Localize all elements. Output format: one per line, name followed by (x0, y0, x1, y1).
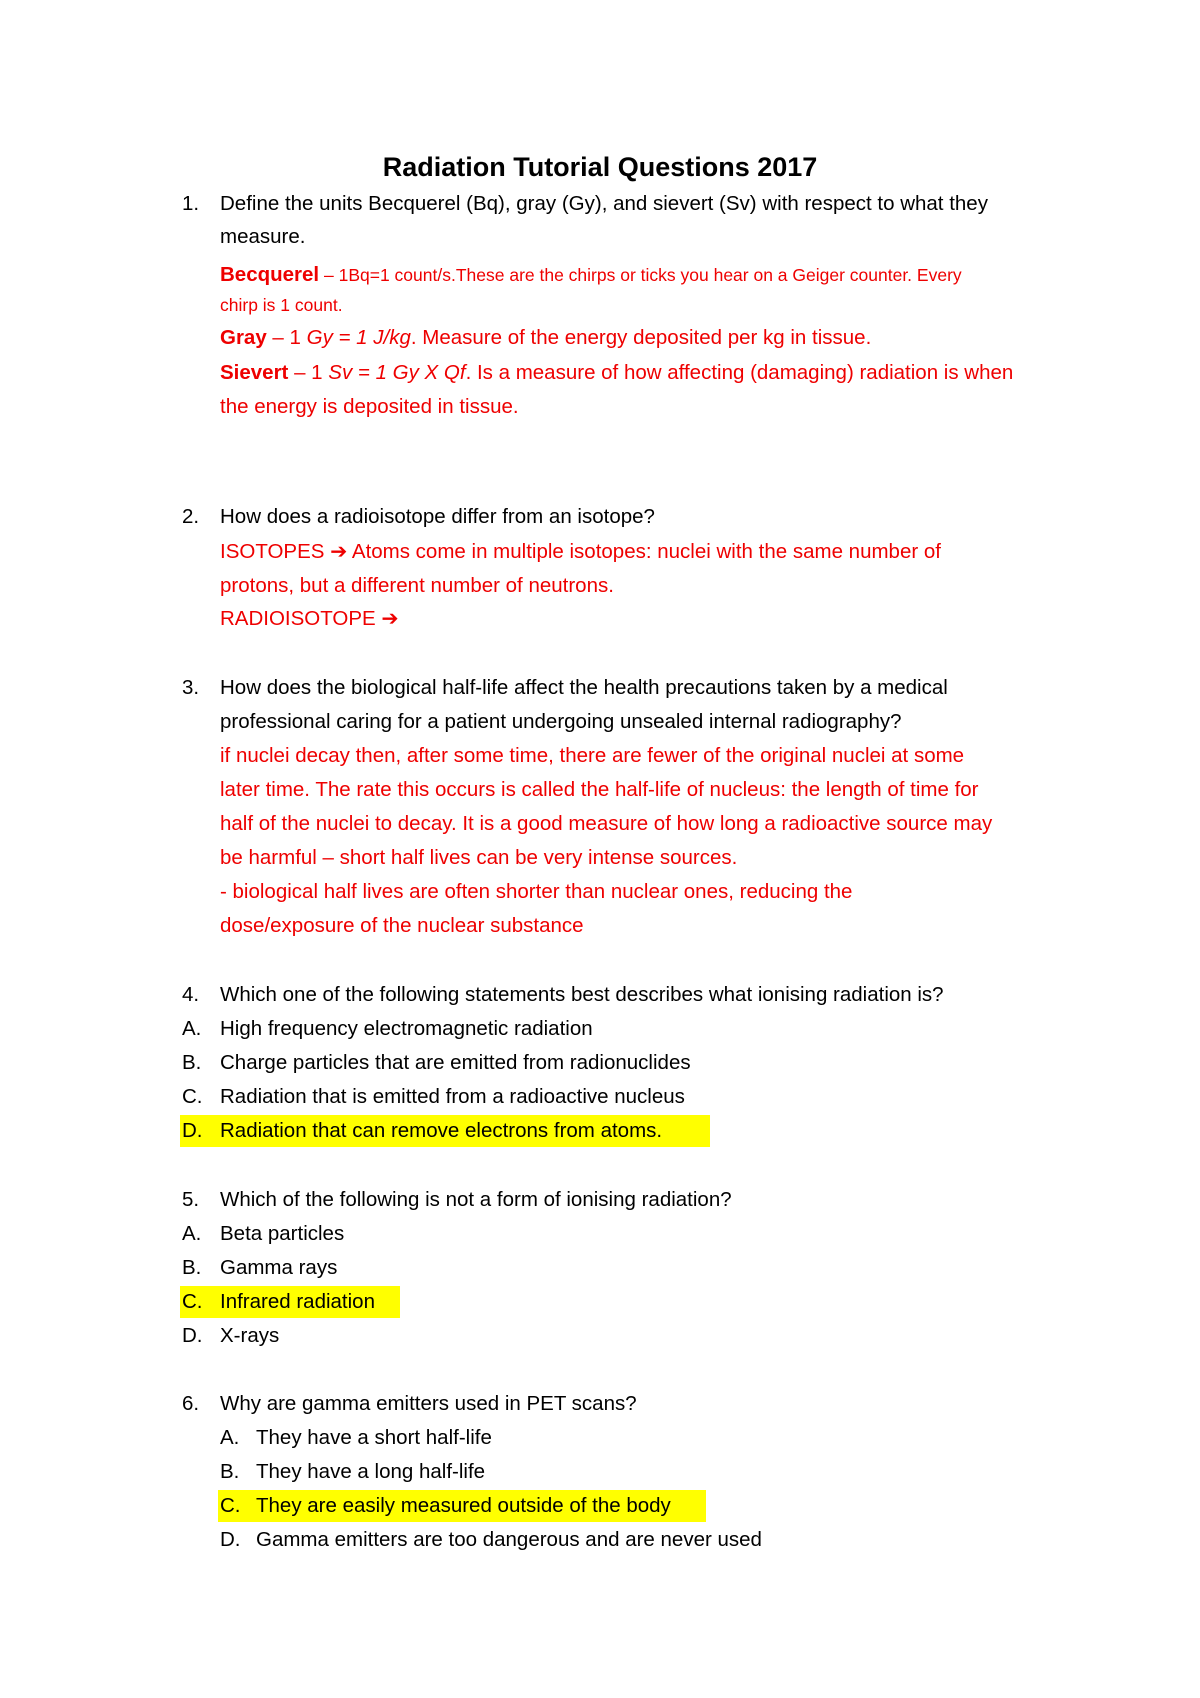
answer-text: if nuclei decay then, after some time, there are fewer of the original nuclei at some (220, 744, 965, 767)
question-text: Which of the following is not a form of ionising radiation? (220, 1188, 732, 1211)
option-letter: B. (220, 1460, 240, 1483)
option-letter: C. (182, 1085, 203, 1108)
option-letter: C. (220, 1494, 241, 1517)
question-text: Define the units Becquerel (Bq), gray (Gy), and sievert (Sv) with respect to what they (220, 192, 988, 215)
option-text: High frequency electromagnetic radiation (220, 1017, 593, 1040)
answer-text: half of the nuclei to decay. It is a good measure of how long a radioactive source may (220, 812, 993, 835)
question-text: How does the biological half-life affect the health precautions taken by a medical (220, 676, 948, 699)
option-text: Gamma emitters are too dangerous and are never used (256, 1528, 762, 1551)
option-text: They have a short half-life (256, 1426, 492, 1449)
question-number: 5. (182, 1188, 200, 1211)
option-letter: A. (220, 1426, 240, 1449)
answer-text: be harmful – short half lives can be very intense sources. (220, 846, 738, 869)
answer-text: – 1Bq=1 count/s.These are the chirps or ticks you hear on a Geiger counter. Every (319, 265, 962, 285)
option-letter: A. (182, 1017, 202, 1040)
term-radioisotope: RADIOISOTOPE (220, 607, 382, 630)
answer-text: – 1 (266, 326, 307, 349)
option-text: They are easily measured outside of the body (256, 1494, 671, 1517)
question-text: Which one of the following statements best describes what ionising radiation is? (220, 983, 944, 1006)
question-text: professional caring for a patient undergoing unsealed internal radiography? (220, 710, 902, 733)
answer-text: Atoms come in multiple isotopes: nuclei with the same number of (347, 540, 941, 563)
option-letter: D. (220, 1528, 241, 1551)
term-becquerel: Becquerel (220, 263, 320, 286)
term-gray: Gray (220, 326, 267, 349)
option-letter: D. (182, 1119, 203, 1142)
page-title: Radiation Tutorial Questions 2017 (382, 152, 818, 182)
answer-text: chirp is 1 count. (220, 295, 343, 315)
option-text: Beta particles (220, 1222, 345, 1245)
option-text: Infrared radiation (220, 1290, 375, 1313)
option-text: Radiation that is emitted from a radioactive nucleus (220, 1085, 685, 1108)
question-text: measure. (220, 225, 306, 248)
option-text: Charge particles that are emitted from radionuclides (220, 1051, 691, 1074)
gray-formula: Gy = 1 J/kg (306, 326, 411, 349)
question-text: Why are gamma emitters used in PET scans? (220, 1392, 637, 1415)
option-letter: A. (182, 1222, 202, 1245)
option-letter: B. (182, 1256, 202, 1279)
answer-text: . Is a measure of how affecting (damaging) radiation is when (465, 361, 1014, 384)
arrow-right-icon: ➔ (330, 540, 348, 563)
option-text: Radiation that can remove electrons from atoms. (220, 1119, 663, 1142)
option-text: X-rays (220, 1324, 280, 1347)
answer-text: . Measure of the energy deposited per kg in tissue. (410, 326, 872, 349)
question-text: How does a radioisotope differ from an isotope? (220, 505, 655, 528)
sievert-formula: Sv = 1 Gy X Qf (328, 361, 466, 384)
answer-text: dose/exposure of the nuclear substance (220, 914, 584, 937)
question-number: 4. (182, 983, 200, 1006)
arrow-right-icon: ➔ (381, 607, 399, 630)
answer-text: protons, but a different number of neutrons. (220, 574, 614, 597)
answer-text: – 1 (288, 361, 329, 384)
answer-text: the energy is deposited in tissue. (220, 395, 519, 418)
question-number: 6. (182, 1392, 200, 1415)
answer-text: later time. The rate this occurs is called the half-life of nucleus: the length of time for (220, 778, 979, 801)
question-number: 2. (182, 505, 200, 528)
question-number: 1. (182, 192, 200, 215)
option-text: Gamma rays (220, 1256, 338, 1279)
option-text: They have a long half-life (256, 1460, 486, 1483)
option-letter: C. (182, 1290, 203, 1313)
term-isotopes: ISOTOPES (220, 540, 331, 563)
term-sievert: Sievert (220, 361, 289, 384)
option-letter: B. (182, 1051, 202, 1074)
question-number: 3. (182, 676, 200, 699)
answer-text: - biological half lives are often shorter than nuclear ones, reducing the (220, 880, 853, 903)
option-letter: D. (182, 1324, 203, 1347)
